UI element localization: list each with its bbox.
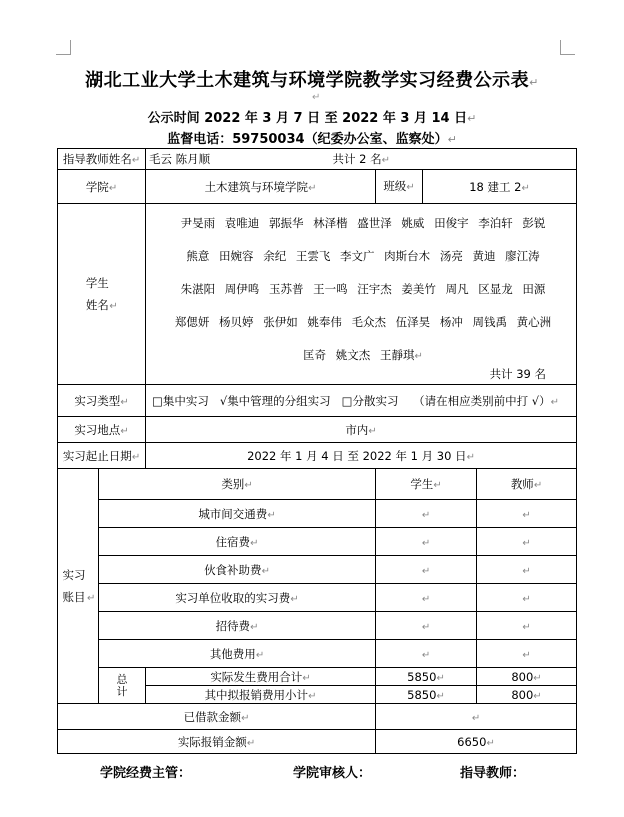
supervision-phone: 监督电话：59750034（纪委办公室、监察处）↵ xyxy=(167,132,457,147)
account-row xyxy=(58,556,577,584)
borrowed-label: 已借款金额↵ xyxy=(58,704,376,730)
account-category: 实习单位收取的实习费↵ xyxy=(99,584,376,612)
total-student: 5850↵ xyxy=(376,686,477,704)
internship-type-row xyxy=(58,385,577,417)
students-total: 共计 39 名 xyxy=(489,367,547,381)
teacher-row xyxy=(58,149,577,170)
students-names xyxy=(146,204,577,385)
account-teacher: ↵ xyxy=(477,640,577,668)
teacher-count: 共计 2 名 xyxy=(332,152,382,166)
account-row xyxy=(58,612,577,640)
student-line: 熊意 田婉容 余纪 王雲飞 李文广 肉斯台木 汤亮 黄迪 廖江涛 xyxy=(186,249,540,263)
account-teacher: ↵ xyxy=(477,500,577,528)
account-student: ↵ xyxy=(376,640,477,668)
student-line: 尹旻雨 袁唯迪 郭振华 林泽楷 盛世泽 姚威 田俊宇 李泊轩 彭锐 xyxy=(180,216,546,230)
total-category: 实际发生费用合计↵ xyxy=(146,668,376,686)
account-teacher: ↵ xyxy=(477,612,577,640)
account-teacher: ↵ xyxy=(477,584,577,612)
college-row xyxy=(58,170,577,204)
footer-advisor: 指导教师： xyxy=(460,766,526,781)
college-label: 学院↵ xyxy=(58,170,146,204)
students-row xyxy=(58,204,577,385)
total-teacher: 800↵ xyxy=(477,686,577,704)
internship-type-options: □集中实习 √集中管理的分组实习 □分散实习 （请在相应类别前中打 √）↵ xyxy=(146,385,577,417)
account-student: ↵ xyxy=(376,584,477,612)
student-line: 朱湛阳 周伊鸣 玉苏普 王一鸣 汪宇杰 姜美竹 周凡 区显龙 田源 xyxy=(180,282,546,296)
option-mark-checkbox[interactable]: □ xyxy=(341,393,353,408)
option-label: 集中管理的分组实习 xyxy=(227,393,331,408)
teacher-names: 毛云 陈月顺 xyxy=(149,152,211,166)
borrowed-row xyxy=(58,704,577,730)
student-line: 郑偲妍 杨贝婷 张伊如 姚奉伟 毛众杰 伍泽昊 杨冲 周钱禹 黄心洲 xyxy=(174,315,552,329)
account-student: ↵ xyxy=(376,556,477,584)
accounts-label: 实习账目 ↵ xyxy=(58,469,99,704)
location-row xyxy=(58,417,577,443)
students-label: 学生姓名↵ xyxy=(58,204,146,385)
account-row xyxy=(58,640,577,668)
option-mark-checkbox[interactable]: √ xyxy=(219,393,228,408)
teacher-label: 指导教师姓名↵ xyxy=(58,149,146,170)
class-value: 18 建工 2↵ xyxy=(469,179,530,194)
header-teacher: 教师↵ xyxy=(477,469,577,500)
header-student: 学生↵ xyxy=(376,469,477,500)
class-label: 班级↵ xyxy=(376,170,423,203)
location-value: 市内↵ xyxy=(146,417,577,443)
accounts-header-row xyxy=(58,469,577,500)
actual-value: 6650↵ xyxy=(376,730,577,754)
option-hint: （请在相应类别前中打 √） xyxy=(413,393,551,408)
dates-label: 实习起止日期↵ xyxy=(58,443,146,469)
option-mark-checkbox[interactable]: □ xyxy=(152,393,163,408)
margin-corner-top-left xyxy=(56,40,71,55)
account-row xyxy=(58,528,577,556)
borrowed-value: ↵ xyxy=(376,704,577,730)
total-row xyxy=(58,668,577,686)
account-teacher: ↵ xyxy=(477,556,577,584)
footer-finance: 学院经费主管： xyxy=(100,766,192,781)
account-category: 住宿费↵ xyxy=(99,528,376,556)
account-student: ↵ xyxy=(376,612,477,640)
margin-corner-top-right xyxy=(560,40,575,55)
footer-reviewer: 学院审核人： xyxy=(293,766,372,781)
class-cell xyxy=(376,170,577,204)
account-row xyxy=(58,500,577,528)
total-student: 5850↵ xyxy=(376,668,477,686)
internship-type-label: 实习类型↵ xyxy=(58,385,146,417)
actual-row xyxy=(58,730,577,754)
header-category: 类别↵ xyxy=(99,469,376,500)
account-category: 其他费用↵ xyxy=(99,640,376,668)
actual-label: 实际报销金额↵ xyxy=(58,730,376,754)
account-category: 招待费↵ xyxy=(99,612,376,640)
account-category: 城市间交通费↵ xyxy=(99,500,376,528)
account-student: ↵ xyxy=(376,528,477,556)
college-value: 土木建筑与环境学院↵ xyxy=(146,170,376,204)
total-label: 总计 xyxy=(99,668,146,704)
paragraph-mark: ↵ xyxy=(312,92,321,103)
total-category: 其中拟报销费用小计↵ xyxy=(146,686,376,704)
account-teacher: ↵ xyxy=(477,528,577,556)
option-label: 集中实习 xyxy=(162,393,209,408)
account-category: 伙食补助费↵ xyxy=(99,556,376,584)
dates-row xyxy=(58,443,577,469)
total-teacher: 800↵ xyxy=(477,668,577,686)
teacher-value: 毛云 陈月顺 共计 2 名↵ xyxy=(146,149,577,170)
location-label: 实习地点↵ xyxy=(58,417,146,443)
page-title: 湖北工业大学土木建筑与环境学院教学实习经费公示表↵ xyxy=(85,70,539,91)
publish-time: 公示时间 2022 年 3 月 7 日 至 2022 年 3 月 14 日↵ xyxy=(147,111,477,126)
account-row xyxy=(58,584,577,612)
student-line: 匡奇 姚文杰 王靜琪↵ xyxy=(303,348,423,362)
expense-table xyxy=(57,148,577,754)
account-student: ↵ xyxy=(376,500,477,528)
dates-value: 2022 年 1 月 4 日 至 2022 年 1 月 30 日↵ xyxy=(146,443,577,469)
option-label: 分散实习 xyxy=(352,393,399,408)
